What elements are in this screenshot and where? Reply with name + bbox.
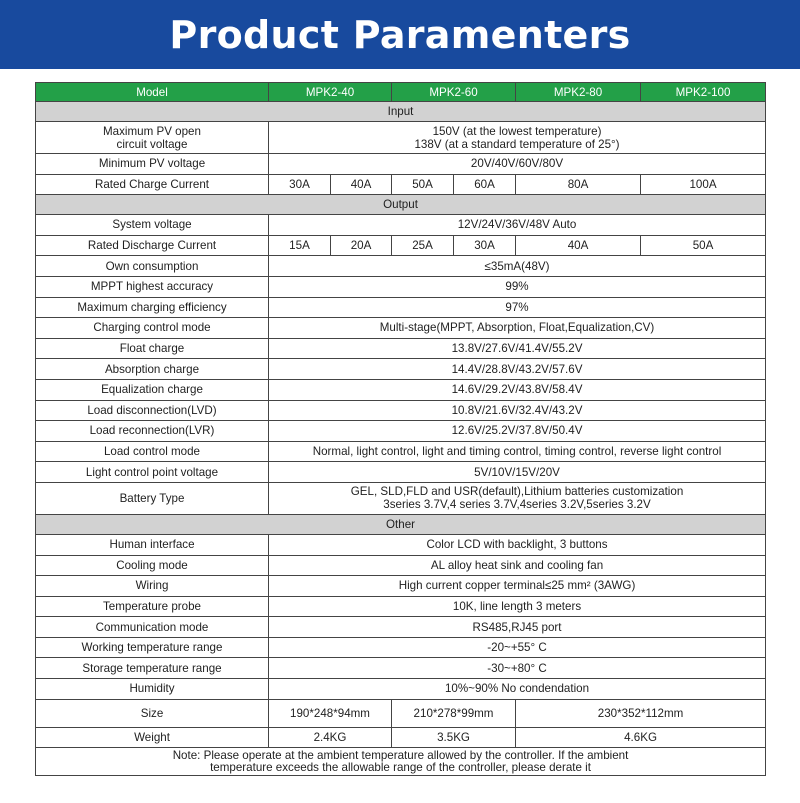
row-value: 40A	[331, 174, 392, 195]
model-header-mpk2-40: MPK2-40	[269, 83, 392, 102]
row-label: Minimum PV voltage	[36, 154, 269, 175]
row-value: 10.8V/21.6V/32.4V/43.2V	[269, 400, 766, 421]
model-header-mpk2-60: MPK2-60	[392, 83, 516, 102]
row-label: Wiring	[36, 576, 269, 597]
row-label: Humidity	[36, 679, 269, 700]
section-title-other: Other	[36, 514, 766, 534]
label-line: circuit voltage	[116, 137, 188, 151]
header-row	[36, 83, 766, 102]
row-value: 10%~90% No condendation	[269, 679, 766, 700]
page-title: Product Paramenters	[169, 12, 631, 57]
row-value: 15A	[269, 235, 331, 256]
row-label: Load disconnection(LVD)	[36, 400, 269, 421]
row-label: Float charge	[36, 338, 269, 359]
row-value: 14.4V/28.8V/43.2V/57.6V	[269, 359, 766, 380]
table-row	[36, 555, 766, 576]
row-value: 5V/10V/15V/20V	[269, 462, 766, 483]
row-label: Rated Charge Current	[36, 174, 269, 195]
row-value: 2.4KG	[269, 727, 392, 748]
row-label: Charging control mode	[36, 318, 269, 339]
table-row	[36, 534, 766, 555]
row-value: RS485,RJ45 port	[269, 617, 766, 638]
row-value: 3.5KG	[392, 727, 516, 748]
row-label: Temperature probe	[36, 596, 269, 617]
row-value: 50A	[641, 235, 766, 256]
row-label: Maximum charging efficiency	[36, 297, 269, 318]
row-value: 190*248*94mm	[269, 699, 392, 727]
table-row	[36, 256, 766, 277]
model-header-mpk2-100: MPK2-100	[641, 83, 766, 102]
row-value: 14.6V/29.2V/43.8V/58.4V	[269, 379, 766, 400]
table-row	[36, 658, 766, 679]
row-value: High current copper terminal≤25 mm² (3AWG)	[269, 576, 766, 597]
row-value: 100A	[641, 174, 766, 195]
table-row	[36, 727, 766, 748]
table-row	[36, 482, 766, 514]
row-label: Human interface	[36, 534, 269, 555]
row-value: 99%	[269, 276, 766, 297]
row-label: Rated Discharge Current	[36, 235, 269, 256]
row-label: Own consumption	[36, 256, 269, 277]
model-header-mpk2-80: MPK2-80	[516, 83, 641, 102]
model-header: Model	[36, 83, 269, 102]
row-value: 10K, line length 3 meters	[269, 596, 766, 617]
row-value-max-pv	[269, 122, 766, 154]
section-row-other	[36, 514, 766, 534]
table-row	[36, 174, 766, 195]
table-row	[36, 154, 766, 175]
table-row	[36, 679, 766, 700]
table-row	[36, 576, 766, 597]
row-value: 13.8V/27.6V/41.4V/55.2V	[269, 338, 766, 359]
table-row	[36, 297, 766, 318]
row-value: 230*352*112mm	[516, 699, 766, 727]
row-value: 12V/24V/36V/48V Auto	[269, 215, 766, 236]
row-label: Storage temperature range	[36, 658, 269, 679]
table-row	[36, 400, 766, 421]
table-row	[36, 441, 766, 462]
row-value: Multi-stage(MPPT, Absorption, Float,Equalization,CV)	[269, 318, 766, 339]
row-label: Weight	[36, 727, 269, 748]
row-value: 210*278*99mm	[392, 699, 516, 727]
label-line: Maximum PV open	[103, 124, 201, 138]
row-label: System voltage	[36, 215, 269, 236]
table-row	[36, 699, 766, 727]
section-row-output	[36, 195, 766, 215]
row-label: Working temperature range	[36, 637, 269, 658]
section-title-output: Output	[36, 195, 766, 215]
table-row	[36, 338, 766, 359]
table-row	[36, 235, 766, 256]
row-value: 20V/40V/60V/80V	[269, 154, 766, 175]
row-label: Load reconnection(LVR)	[36, 421, 269, 442]
row-label: Size	[36, 699, 269, 727]
table-row	[36, 215, 766, 236]
table-row	[36, 462, 766, 483]
row-value-battery	[269, 482, 766, 514]
title-banner	[0, 0, 800, 69]
table-row	[36, 276, 766, 297]
row-value: AL alloy heat sink and cooling fan	[269, 555, 766, 576]
table-row	[36, 379, 766, 400]
table-row	[36, 359, 766, 380]
value-line: 138V (at a standard temperature of 25°)	[414, 137, 620, 151]
table-row	[36, 637, 766, 658]
row-value: -30~+80° C	[269, 658, 766, 679]
row-value: Color LCD with backlight, 3 buttons	[269, 534, 766, 555]
row-value: 30A	[454, 235, 516, 256]
row-label: Light control point voltage	[36, 462, 269, 483]
row-label-max-pv	[36, 122, 269, 154]
table-row	[36, 617, 766, 638]
row-value: 60A	[454, 174, 516, 195]
row-label: Cooling mode	[36, 555, 269, 576]
table-row	[36, 318, 766, 339]
row-label: Absorption charge	[36, 359, 269, 380]
row-label: Battery Type	[36, 482, 269, 514]
row-value: 50A	[392, 174, 454, 195]
row-value: -20~+55° C	[269, 637, 766, 658]
row-value: 30A	[269, 174, 331, 195]
table-row	[36, 122, 766, 154]
table-row	[36, 421, 766, 442]
row-value: 80A	[516, 174, 641, 195]
row-value: 20A	[331, 235, 392, 256]
row-value: 97%	[269, 297, 766, 318]
table-row	[36, 596, 766, 617]
row-value: 12.6V/25.2V/37.8V/50.4V	[269, 421, 766, 442]
parameters-table	[35, 82, 766, 776]
note-line: Note: Please operate at the ambient temperature allowed by the controller. If the ambient	[172, 748, 629, 762]
value-line: 150V (at the lowest temperature)	[432, 124, 602, 138]
row-label: Equalization charge	[36, 379, 269, 400]
row-label: Communication mode	[36, 617, 269, 638]
row-value: 25A	[392, 235, 454, 256]
row-value: Normal, light control, light and timing control, timing control, reverse light control	[269, 441, 766, 462]
note-line: temperature exceeds the allowable range of the controller, please derate it	[210, 760, 591, 774]
row-value: ≤35mA(48V)	[269, 256, 766, 277]
section-title-input: Input	[36, 102, 766, 122]
value-line: 3series 3.7V,4 series 3.7V,4series 3.2V,5series 3.2V	[383, 498, 651, 512]
row-value: 4.6KG	[516, 727, 766, 748]
value-line: GEL, SLD,FLD and USR(default),Lithium batteries customization	[350, 485, 684, 499]
row-label: Load control mode	[36, 441, 269, 462]
note-row	[36, 748, 766, 776]
row-label: MPPT highest accuracy	[36, 276, 269, 297]
row-value: 40A	[516, 235, 641, 256]
note-cell	[36, 748, 766, 776]
section-row-input	[36, 102, 766, 122]
